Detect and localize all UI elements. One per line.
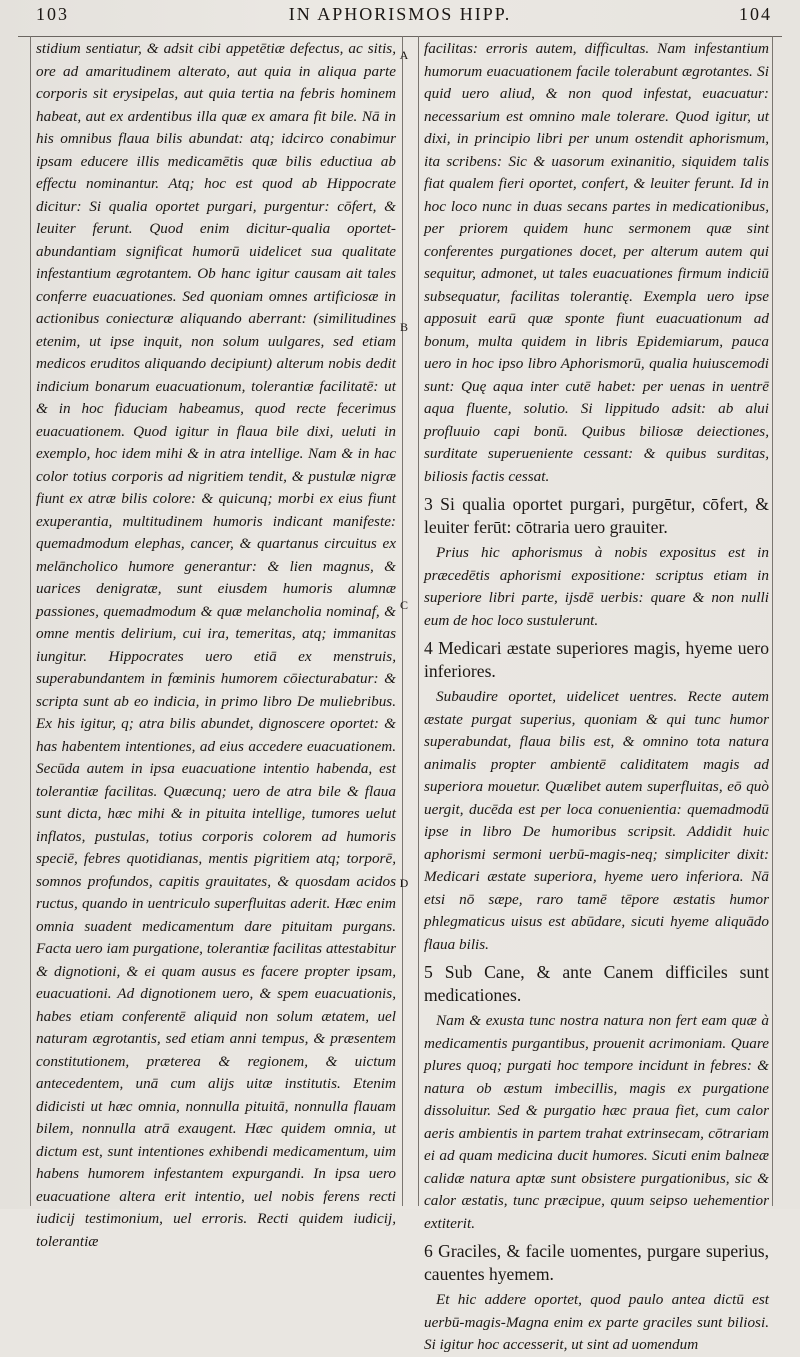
running-head <box>0 4 800 32</box>
aphorism-4: 4 Medicari æstate superiores magis, hyeme uero inferiores. <box>424 638 769 681</box>
commentary-text: stidium sentiatur, & adsit cibi appetētiæ defectus, ac sitis, ore ad amaritudinem alterato, aut quia in aliqua parte corporis sit erysipelas, aut quia tertia na febris hominem habeat, aut ex ardentibus illa quæ ex amara fit bile. Nā in his omnibus flaua bilis abundat: atq; idcirco conabimur ipsam educere illis medicamētis quæ bilis eductiua ab effectu nominantur. Atq; hoc est quod ab Hippocrate dicitur: Si qualia oportet purgari, purgentur: cōfert, & leuiter ferunt. Quod enim dicitur-qualia oportet-abundantiam significat humorū uidelicet sua qualitate infestantium ægrotantem. Ob hanc igitur causam ait tales conferre euacuationes. Sed quoniam omnes artificiosæ in actionibus coniecturæ aliquando aberrant: (similitudines etenim, ut ipse inquit, non solum uulgares, sed etiam medicos eruditos aliquando decipiunt) alterum nobis dedit indicium bonarum euacuationum, tolerantiæ facilitatē: ut & in hoc fiduciam habeamus, quod recte fecerimus euacuationem. Quod igitur in flaua bile dixi, ueluti in exemplo, hoc idem mihi & in atra intellige. Nam & in hac color totius corporis ad nigritiem tendit, & pustulæ nigræ fiunt ex atræ bilis colore: & quicunq; morbi ex eius fiunt exuperantia, multitudinem humoris indicant manifeste: quemadmodum elephas, cancer, & quartanus circuitus ex melāncholico humore generantur: & lien magnus, & uarices denigratæ, sunt eiusdem humoris alumnæ passiones, quemadmodum & quæ melancholia nominaf, & omne mentis delirium, cui ira, temeritas, atq; immanitas iungitur. Hippocrates uero etiā ex menstruis, superabundantem in fœminis humorem cōiecturabatur: & scripta sunt ab eo indicia, in primo libro De muliebribus. Ex his igitur, q; atra bilis abundet, dignoscere oportet: & has habentem intentiones, ad eius accedere euacuationem. Secūda autem in ipsa euacuatione intentio habenda, est tolerantiæ facilitas. Quæcunq; uero de atra bile & flaua sunt dicta, hæc mihi & in pituita intellige, tumores uelut inflatos, pustulas, totius corporis colorem ad humoris speciē, febres quotidianas, mentis pigritiem atq; torporē, somnos profundos, capitis grauitates, & quosdam acidos ructus, quando in uentriculo superfluitas aderit. Hæc enim omnia suadent medicamentum dare pituitam purgans. Facta uero iam purgatione, tolerantiæ facilitas attestabitur & dignotioni, & ei quam ausus es facere propter ipsam, euacuationi. Ad dignotionem uero, & spem euacuationis, habes etiam conferentē aliquid non solum ætatem, uel naturam ægrotantis, sed etiam anni tempus, & præsentem constitutionem, præterea & regionem, & uictum antecedentem, unā cum alijs uitæ institutis. Etenim didicisti ut hæc omnia, nonnulla pituitā, nonnulla flauam bilem, nonnulla atrā exaugent. Hæc quidem omnia, ut dictum est, sunt intentiones exhibendi medicamentum, uim habens humorem infestantem expurgandi. In ipsa uero euacuatione altera erit intentio, uel nobis ferens recti iudicij testimonium, uel erroris. Recti quidem iudicij, tolerantiæ <box>36 40 396 1250</box>
commentary-4: Subaudire oportet, uidelicet uentres. Recte autem æstate purgat superius, quoniam & qui tunc humor superabundat, flaua bilis est, & omnino tota natura animalis propter ambientē caliditatem magis ad superiora mouetur. Quælibet autem superfluitas, eō quò uergit, ducēda est per loca conuenientia: quemadmodū ipse in libro De humoribus scripsit. Addidit huic aphorismi sermoni uerbū-magis-neq; simpliciter dixit: Medicari æstate superiora, hyeme uero inferiora. Nā etsi nō sæpe, raro tamē tēpore æstatis humor phlegmaticus uisus est abūdare, sicuti hyeme aliquādo flaua bilis. <box>424 688 769 953</box>
commentary-6: Et hic addere oportet, quod paulo antea dictū est uerbū-magis-Magna enim ex parte graciles sunt biliosi. Si igitur hoc accesserit, ut sint ad uomendum <box>424 1291 769 1353</box>
aphorism-6: 6 Graciles, & facile uomentes, purgare superius, cauentes hyemem. <box>424 1241 769 1284</box>
margin-letter-a: A <box>399 48 409 62</box>
right-column <box>424 38 769 1357</box>
aphorism-3: 3 Si qualia oportet purgari, purgētur, cōfert, & leuiter ferūt: cōtraria uero grauiter. <box>424 494 769 537</box>
column-rule <box>402 36 403 1206</box>
commentary-5: Nam & exusta tunc nostra natura non fert eam quæ à medicamentis purgantibus, prouenit acrimoniam. Quare plures quoq; purgati hoc tempore incidunt in febres: & natura ob æstum imbecillis, magis ex purgatione dissoluitur. Sed & purgatio hæc praua fiet, cum calor aeris ambientis in partem trahat extrinsecam, cōtrariam ei ad quam medicina ducit humores. Sicuti enim balneæ calidæ natura aptæ sunt obsistere purgationibus, sic & calor æstatis, tunc præcipue, quum seipso uehementior extiterit. <box>424 1012 769 1232</box>
right-folio-number: 104 <box>739 4 772 24</box>
column-rule <box>418 36 419 1206</box>
commentary-text: facilitas: erroris autem, difficultas. Nam infestantium humorum euacuationem facile tolerabunt ægrotantes. Si quid uero aliud, & non quod infestat, euacuatur: necessarium est omnino male tolerare. Quod igitur, ut dixi, in principio libri per unum ostendit aphorismum, ita scribens: Sic & uasorum exinanitio, siquidem talis fiat qualem fieri oportet, confert, & leuiter ferunt. Id in hoc loco nunc in duas secans partes in medicationibus, per priorem quidem hunc sermonem quæ sint conferentes purgationes docet, per alterum autem qui sequitur, admonet, ut tales euacuationes firmum indiciū subsequatur, facilitas tolerantię. Exempla uero ipse apposuit earū quæ sponte fiunt euacuationum ad bonum, multa quidem in libris Epidemiarum, pauca uero in hoc ipso libro Aphorismorū, qualia huiuscemodi sunt: Quę aqua inter cutē habet: per uenas in uentrē aqua fluente, solutio. Si lippitudo adsit: ab alui profluuio capi bonū. Quibus biliosæ deiectiones, surditate superueniente cessant: & quibus surditas, biliosis factis cessat. <box>424 40 769 485</box>
column-rule <box>772 36 773 1206</box>
margin-letter-b: B <box>399 320 408 334</box>
left-column <box>36 38 396 1253</box>
margin-letter-d: D <box>399 876 409 890</box>
margin-letter-c: C <box>399 598 408 612</box>
left-folio-number: 103 <box>36 4 69 24</box>
header-rule <box>18 36 782 37</box>
aphorism-5: 5 Sub Cane, & ante Canem difficiles sunt medicationes. <box>424 962 769 1005</box>
running-title: IN APHORISMOS HIPP. <box>288 4 512 24</box>
column-rule <box>30 36 31 1206</box>
commentary-3: Prius hic aphorismus à nobis expositus est in præcedētis aphorismi expositione: scriptus etiam in superiore libri parte, ijsdē uerbis: quare & non nulli eum de hoc loco sustulerunt. <box>424 544 769 629</box>
